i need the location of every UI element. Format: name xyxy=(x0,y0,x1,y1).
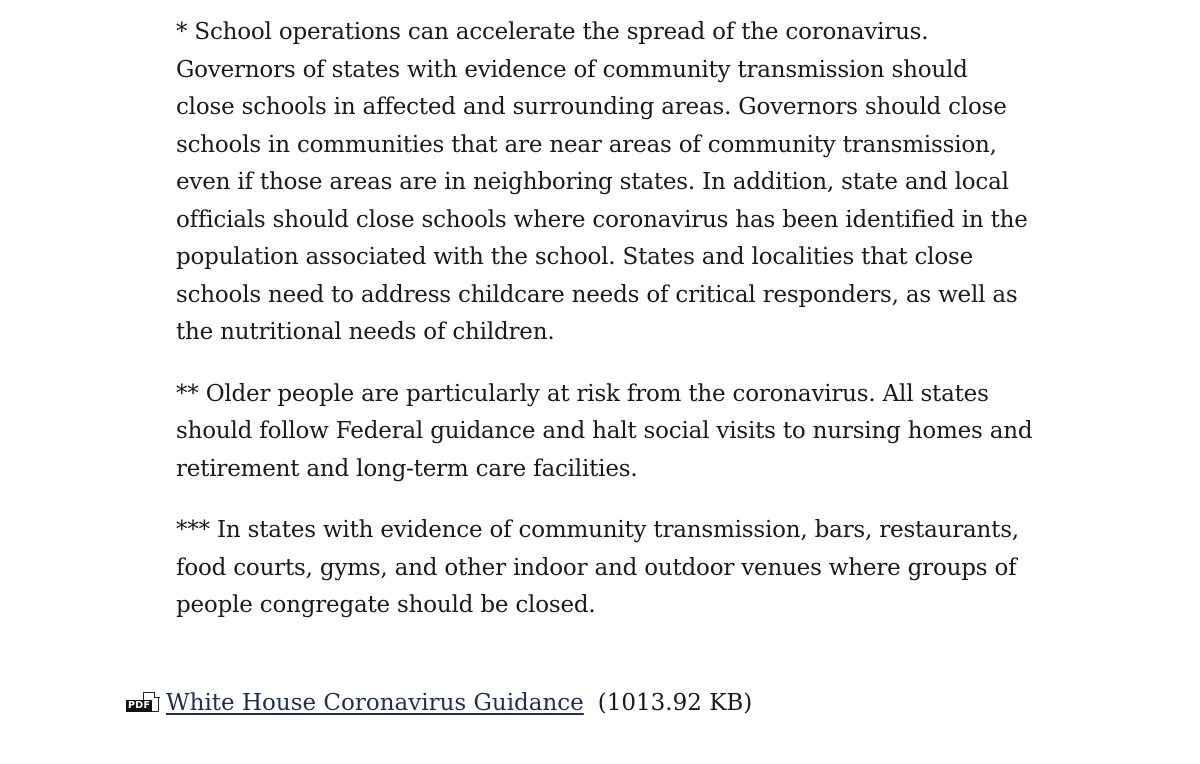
file-size: (1013.92 KB) xyxy=(597,690,753,716)
footnote-schools xyxy=(176,14,1076,352)
footnote-line: Governors of states with evidence of community transmission should xyxy=(176,56,968,83)
footnote-line: retirement and long-term care facilities. xyxy=(176,455,638,482)
footnote-line: close schools in affected and surrounding areas. Governors should close xyxy=(176,94,1007,120)
footnote-line: *** In states with evidence of community transmission, bars, restaurants, xyxy=(176,517,1019,543)
footnote-line: even if those areas are in neighboring states. In addition, state and local xyxy=(176,169,1009,195)
pdf-attachment xyxy=(126,686,752,720)
pdf-badge: PDF xyxy=(128,700,151,711)
footnote-older-people xyxy=(176,376,1076,489)
footnote-line: should follow Federal guidance and halt social visits to nursing homes and xyxy=(176,418,1033,444)
footnote-line: * School operations can accelerate the spread of the coronavirus. xyxy=(176,19,929,45)
footnote-line: food courts, gyms, and other indoor and outdoor venues where groups of xyxy=(176,554,1017,581)
footnote-line: ** Older people are particularly at risk from the coronavirus. All states xyxy=(176,380,989,407)
footnote-line: schools in communities that are near areas of community transmission, xyxy=(176,131,997,158)
footnotes-section xyxy=(176,14,1076,649)
footnote-line: the nutritional needs of children. xyxy=(176,319,555,345)
footnote-line: people congregate should be closed. xyxy=(176,592,596,618)
guidance-document-link[interactable]: White House Coronavirus Guidance xyxy=(166,690,584,716)
footnote-line: population associated with the school. States and localities that close xyxy=(176,244,973,270)
footnote-line: officials should close schools where coronavirus has been identified in the xyxy=(176,206,1028,233)
footnote-line: schools need to address childcare needs of critical responders, as well as xyxy=(176,281,1018,308)
pdf-file-icon[interactable] xyxy=(126,692,162,714)
footnote-venues xyxy=(176,512,1076,625)
